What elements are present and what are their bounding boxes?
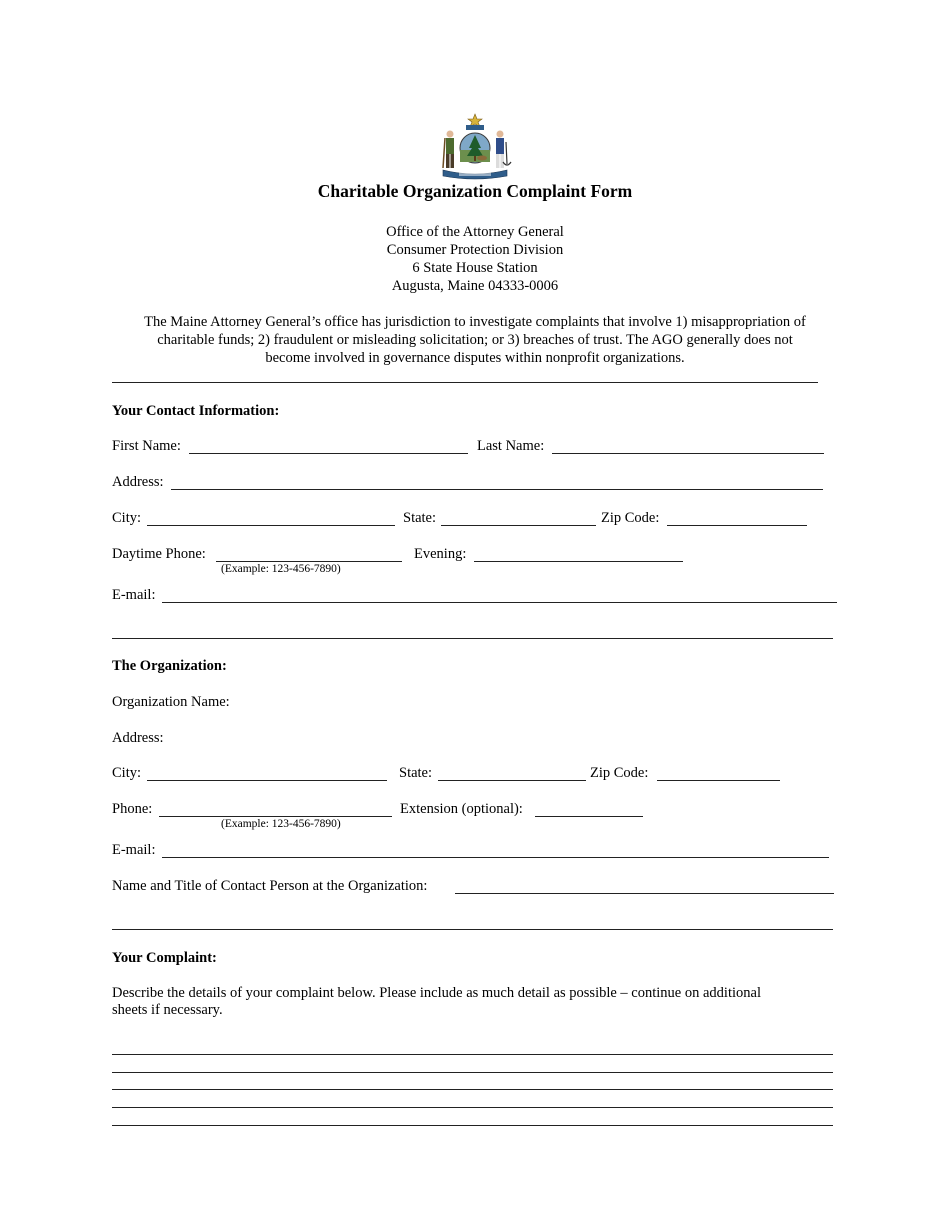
org-city-label: City:	[112, 765, 142, 781]
org-zip-input[interactable]	[657, 779, 780, 795]
zip-field[interactable]	[667, 525, 807, 526]
complaint-instructions-line: sheets if necessary.	[112, 1002, 223, 1018]
org-name-row	[112, 694, 842, 714]
city-row	[112, 510, 842, 530]
org-email-row	[112, 842, 842, 862]
divider	[112, 638, 833, 639]
org-state-field[interactable]	[438, 780, 586, 781]
city-input[interactable]	[147, 524, 395, 540]
evening-phone-label: Evening:	[414, 546, 467, 562]
last-name-input[interactable]	[552, 452, 824, 468]
name-row	[112, 438, 842, 458]
city-field[interactable]	[147, 525, 395, 526]
office-station: 6 State House Station	[412, 260, 538, 276]
address-row	[112, 474, 842, 494]
state-label: State:	[403, 510, 437, 526]
address-field[interactable]	[171, 489, 823, 490]
daytime-phone-label: Daytime Phone:	[112, 546, 206, 562]
org-address-row	[112, 730, 842, 750]
contact-person-input[interactable]	[455, 892, 834, 908]
intro-line: The Maine Attorney General’s office has jurisdiction to investigate complaints that involve 1) misappropriation of	[144, 314, 806, 330]
maine-state-seal-icon	[437, 112, 513, 180]
intro-paragraph	[112, 313, 838, 367]
zip-label: Zip Code:	[601, 510, 660, 526]
intro-line: charitable funds; 2) fraudulent or misleading solicitation; or 3) breaches of trust. The AGO generally does not	[157, 332, 793, 348]
office-address	[0, 223, 950, 295]
zip-input[interactable]	[667, 524, 807, 540]
complaint-heading: Your Complaint:	[112, 950, 217, 966]
org-state-input[interactable]	[438, 779, 586, 795]
email-input[interactable]	[162, 601, 837, 617]
first-name-field[interactable]	[189, 453, 468, 454]
email-label: E-mail:	[112, 587, 156, 603]
first-name-input[interactable]	[189, 452, 468, 468]
org-zip-label: Zip Code:	[590, 765, 649, 781]
organization-heading: The Organization:	[112, 658, 227, 674]
org-city-row	[112, 765, 842, 785]
complaint-instructions	[112, 985, 842, 1019]
email-row	[112, 587, 842, 607]
contact-heading: Your Contact Information:	[112, 403, 280, 419]
office-city: Augusta, Maine 04333-0006	[391, 278, 559, 294]
complaint-line[interactable]	[112, 1089, 833, 1090]
complaint-line[interactable]	[112, 1125, 833, 1126]
page-title: Charitable Organization Complaint Form	[317, 181, 633, 201]
office-name: Office of the Attorney General	[386, 224, 564, 240]
contact-person-label: Name and Title of Contact Person at the Organization:	[112, 878, 428, 894]
daytime-phone-field[interactable]	[216, 561, 402, 562]
complaint-line[interactable]	[112, 1072, 833, 1073]
email-field[interactable]	[162, 602, 837, 603]
address-label: Address:	[112, 474, 164, 490]
divider	[112, 929, 833, 930]
intro-line: become involved in governance disputes within nonprofit organizations.	[265, 350, 685, 366]
org-address-label: Address:	[112, 730, 164, 746]
org-extension-field[interactable]	[535, 816, 643, 817]
contact-person-field[interactable]	[455, 893, 834, 894]
org-extension-input[interactable]	[535, 815, 643, 831]
org-city-field[interactable]	[147, 780, 387, 781]
last-name-label: Last Name:	[477, 438, 545, 454]
phone-example-hint: (Example: 123-456-7890)	[221, 563, 341, 575]
org-name-label: Organization Name:	[112, 694, 230, 710]
state-input[interactable]	[441, 524, 596, 540]
org-phone-field[interactable]	[159, 816, 392, 817]
contact-person-row	[112, 878, 842, 898]
divider	[112, 382, 818, 383]
office-division: Consumer Protection Division	[386, 242, 564, 258]
org-email-field[interactable]	[162, 857, 829, 858]
evening-phone-field[interactable]	[474, 561, 683, 562]
last-name-field[interactable]	[552, 453, 824, 454]
first-name-label: First Name:	[112, 438, 181, 454]
evening-phone-input[interactable]	[474, 560, 683, 576]
city-label: City:	[112, 510, 142, 526]
org-city-input[interactable]	[147, 779, 387, 795]
org-phone-example-hint: (Example: 123-456-7890)	[221, 818, 341, 830]
address-input[interactable]	[171, 488, 823, 504]
state-field[interactable]	[441, 525, 596, 526]
org-phone-label: Phone:	[112, 801, 153, 817]
org-state-label: State:	[399, 765, 433, 781]
complaint-line[interactable]	[112, 1107, 833, 1108]
org-extension-label: Extension (optional):	[400, 801, 523, 817]
complaint-instructions-line: Describe the details of your complaint below. Please include as much detail as possible – continue on additional	[112, 985, 761, 1001]
org-email-label: E-mail:	[112, 842, 156, 858]
org-zip-field[interactable]	[657, 780, 780, 781]
complaint-line[interactable]	[112, 1054, 833, 1055]
org-email-input[interactable]	[162, 856, 829, 872]
